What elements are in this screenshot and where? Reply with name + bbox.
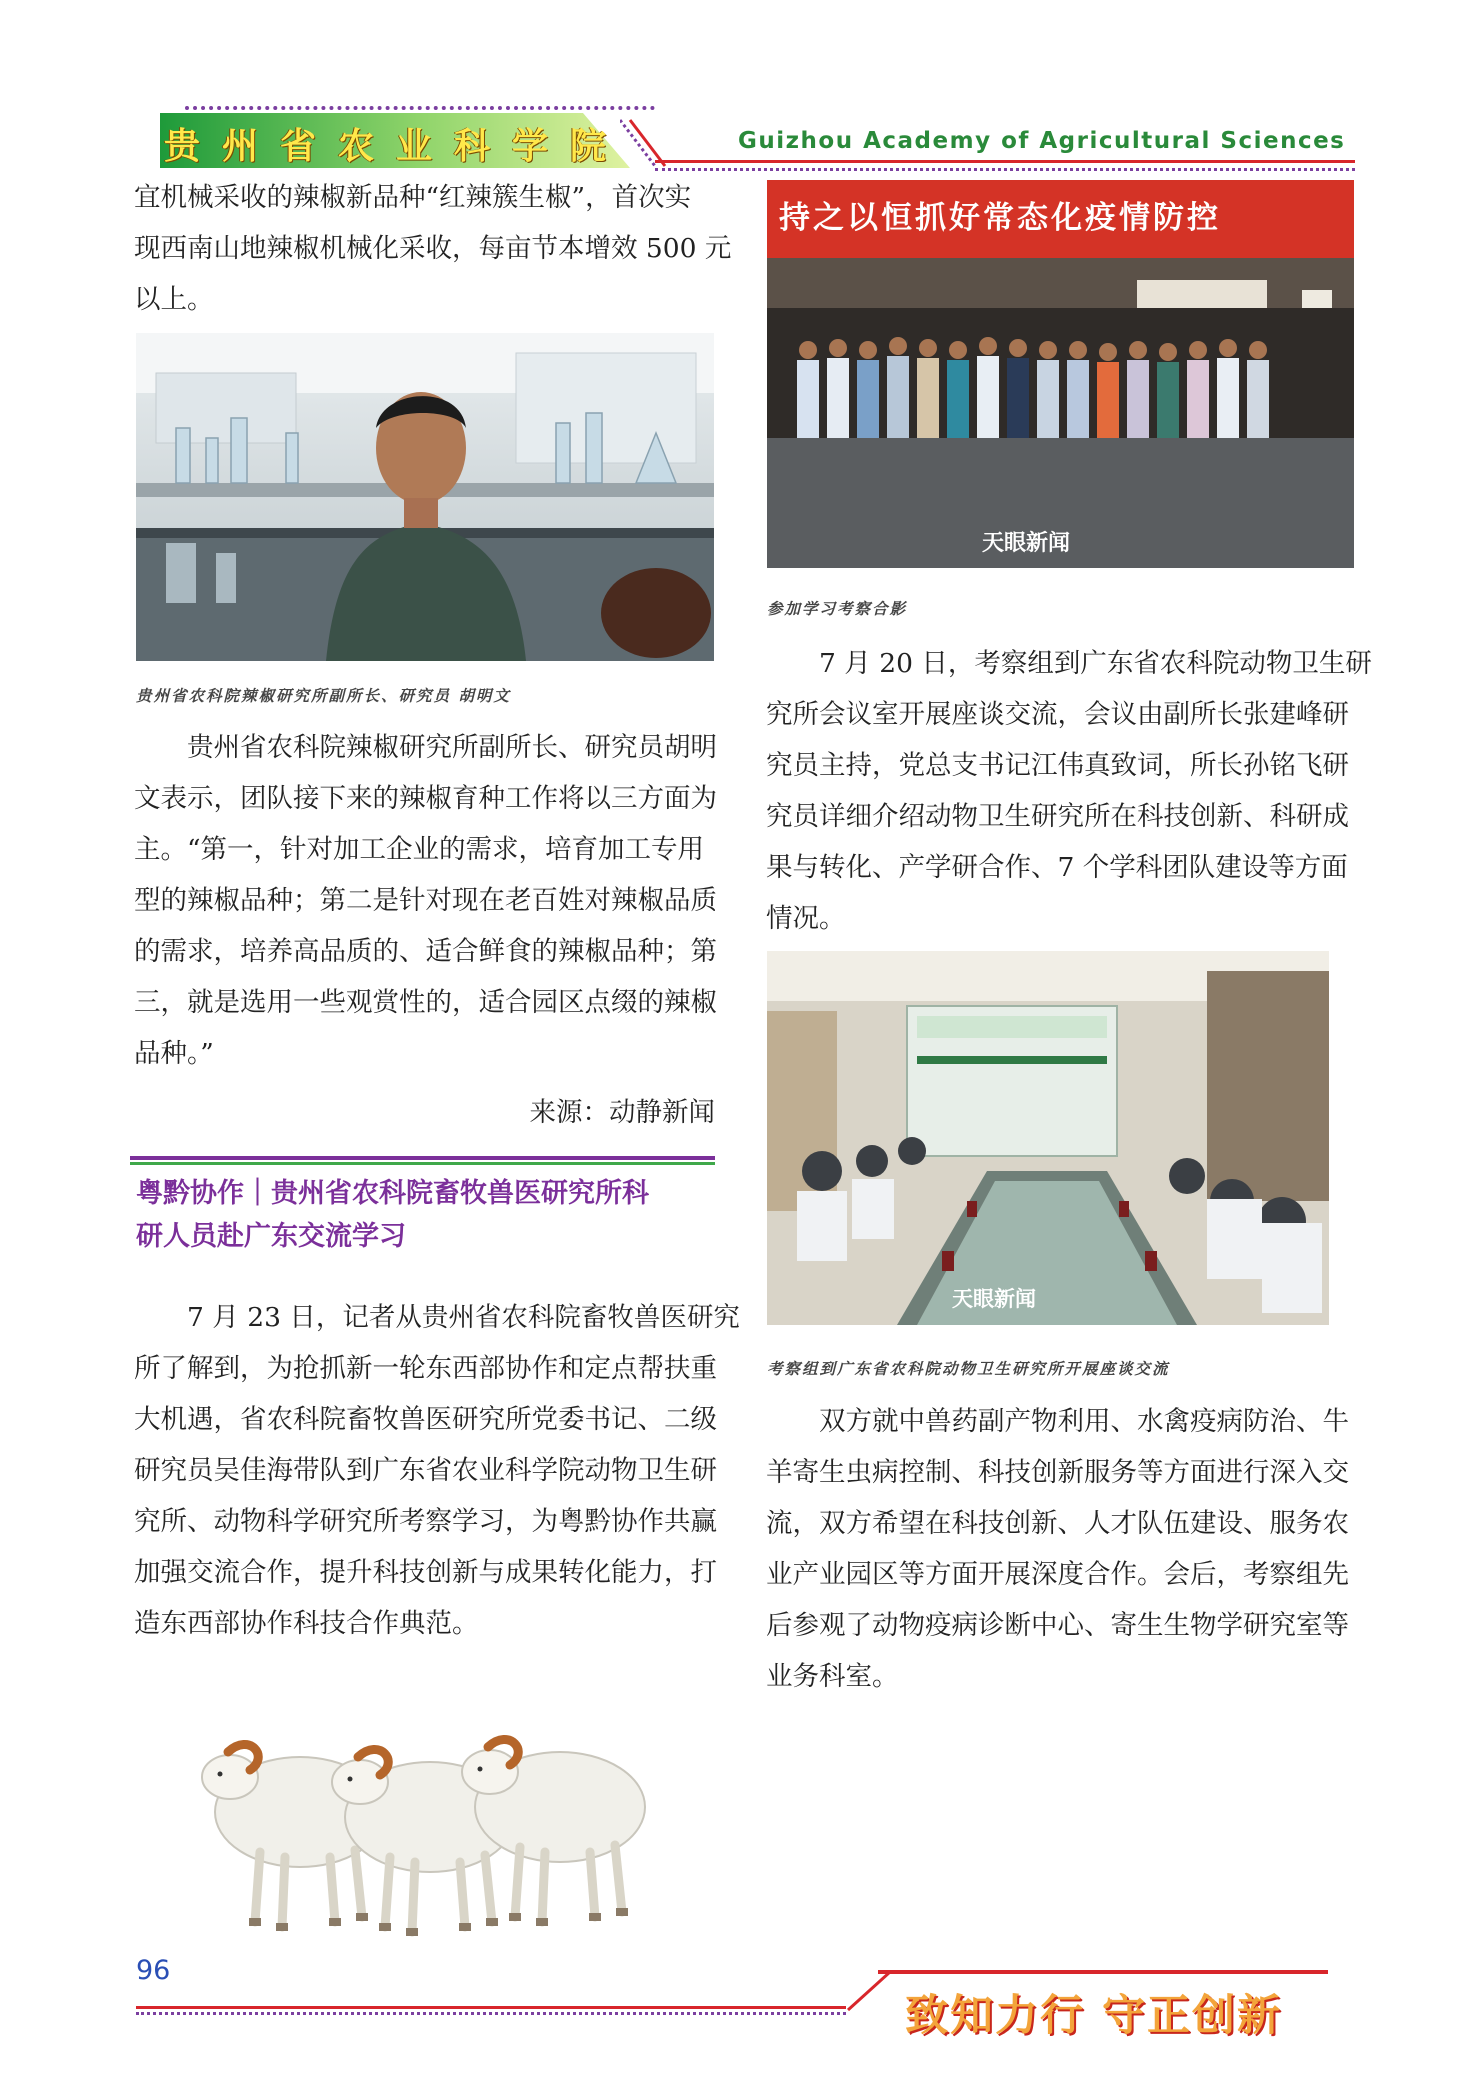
photo-group [767,180,1354,568]
text-line: 研究员吴佳海带队到广东省农业科学院动物卫生研 [134,1455,717,1486]
photo3-watermark: 天眼新闻 [952,1287,1036,1311]
header-title-en: Guizhou Academy of Agricultural Sciences [738,128,1346,154]
sheep-illustration [190,1722,680,1952]
text-line: 究员详细介绍动物卫生研究所在科技创新、科研成 [766,801,1349,832]
text-line: 双方就中兽药副产物利用、水禽疫病防治、牛 [819,1406,1349,1437]
footer-top-red-line [878,1970,1328,1974]
text-line: 的需求，培养高品质的、适合鲜食的辣椒品种；第 [134,936,717,967]
text-line: 后参观了动物疫病诊断中心、寄生生物学研究室等 [766,1610,1349,1641]
header-dotted-line [185,106,655,110]
footer-dotted-line [136,2012,846,2015]
quote-paragraph [134,722,716,1079]
text-line: 贵州省农科院辣椒研究所副所长、研究员胡明 [187,732,717,763]
header-title-cn: 贵州省农业科学院 [164,126,629,167]
cooperation-paragraph [766,1396,1351,1702]
text-line: 流，双方希望在科技创新、人才队伍建设、服务农 [766,1508,1349,1539]
text-line: 主。“第一，针对加工企业的需求，培育加工专用 [134,834,705,865]
text-line: 宜机械采收的辣椒新品种“红辣簇生椒”，首次实 [134,182,692,213]
text-line: 大机遇，省农科院畜牧兽医研究所党委书记、二级 [134,1404,717,1435]
footer-divider-graphic [830,1970,890,2015]
intro-paragraph [134,172,732,325]
footer-slogan: 致知力行 守正创新 [905,1991,1282,2041]
text-line: 究所会议室开展座谈交流，会议由副所长张建峰研 [766,699,1349,730]
text-line: 三，就是选用一些观赏性的，适合园区点缀的辣椒 [134,987,717,1018]
text-line: 果与转化、产学研合作、7 个学科团队建设等方面 [766,852,1348,883]
photo3-caption: 考察组到广东省农科院动物卫生研究所开展座谈交流 [767,1360,1170,1378]
section-title [136,1172,726,1258]
text-line: 羊寄生虫病控制、科技创新服务等方面进行深入交 [766,1457,1349,1488]
text-line: 7 月 23 日，记者从贵州省农科院畜牧兽医研究 [187,1302,740,1333]
text-line: 所了解到，为抢抓新一轮东西部协作和定点帮扶重 [134,1353,717,1384]
text-line: 业产业园区等方面开展深度合作。会后，考察组先 [766,1559,1349,1590]
photo2-watermark: 天眼新闻 [982,531,1071,556]
source-credit: 来源：动静新闻 [529,1097,715,1128]
text-line: 现西南山地辣椒机械化采收，每亩节本增效 500 元 [134,233,732,264]
text-line: 情况。 [766,903,846,934]
text-line: 造东西部协作科技合作典范。 [134,1608,479,1639]
photo-meeting-room [767,951,1329,1325]
text-line: 究所、动物科学研究所考察学习，为粤黔协作共赢 [134,1506,717,1537]
text-line: 究员主持，党总支书记江伟真致词，所长孙铭飞研 [766,750,1349,781]
meeting-paragraph [766,638,1372,944]
header-red-line [655,160,1355,163]
photo2-banner: 持之以恒抓好常态化疫情防控 [779,200,1221,236]
news-body-paragraph [134,1292,740,1649]
text-line: 文表示，团队接下来的辣椒育种工作将以三方面为 [134,783,717,814]
text-line: 品种。” [134,1038,214,1069]
photo1-caption: 贵州省农科院辣椒研究所副所长、研究员 胡明文 [136,687,511,705]
section-rule-purple [130,1156,715,1160]
footer-red-line [136,2006,846,2009]
text-line: 7 月 20 日，考察组到广东省农科院动物卫生研 [819,648,1372,679]
text-line: 以上。 [134,284,214,315]
text-line: 型的辣椒品种；第二是针对现在老百姓对辣椒品质 [134,885,717,916]
page-number: 96 [136,1955,171,1986]
photo2-caption: 参加学习考察合影 [767,600,908,618]
text-line: 加强交流合作，提升科技创新与成果转化能力，打 [134,1557,717,1588]
text-line: 业务科室。 [766,1661,899,1692]
section-title-line: 研人员赴广东交流学习 [136,1221,406,1252]
photo-researcher-lab [136,333,714,661]
header-dotted-line-2 [655,168,1355,171]
section-rule-green [130,1162,715,1165]
section-title-line: 粤黔协作｜贵州省农科院畜牧兽医研究所科 [136,1178,649,1209]
